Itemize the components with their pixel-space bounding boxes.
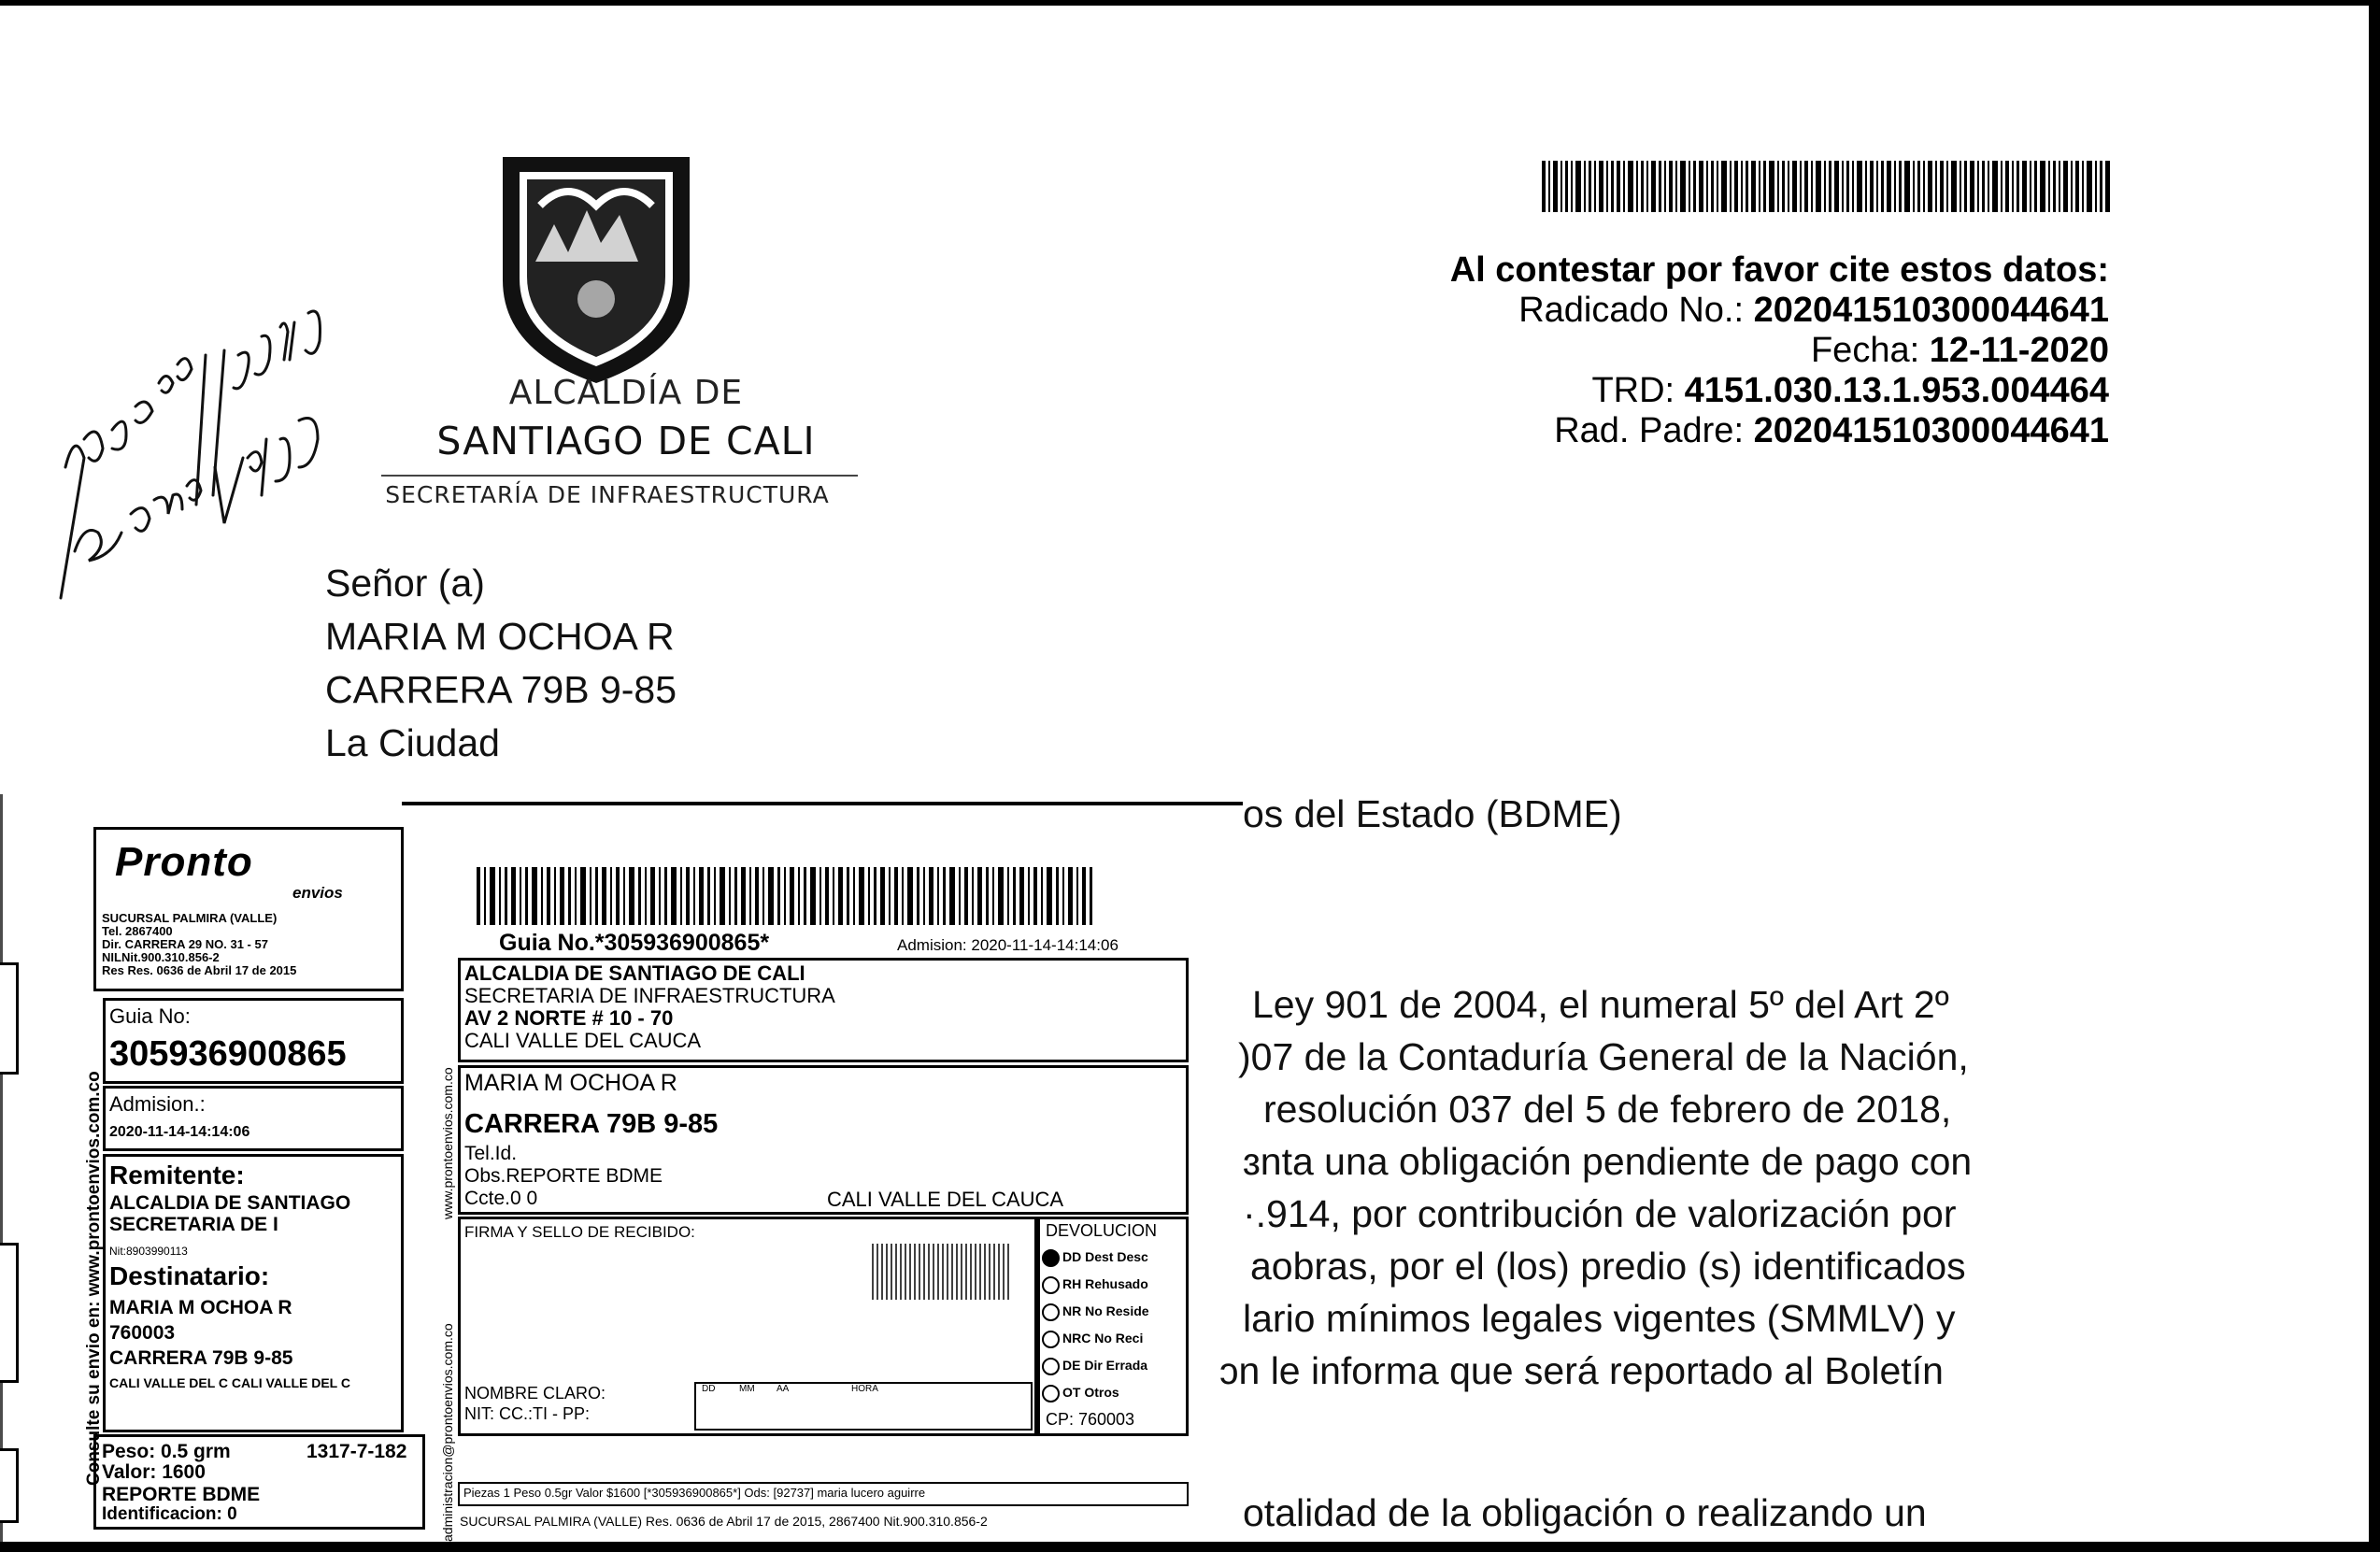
branch-line: SUCURSAL PALMIRA (VALLE) xyxy=(102,911,278,925)
guia-label: Guia No: xyxy=(109,1004,191,1028)
destinatario-line: 760003 xyxy=(109,1322,176,1344)
admision-value: 2020-11-14-14:14:06 xyxy=(109,1124,250,1140)
aa-label: AA xyxy=(777,1384,790,1394)
body-line: ·.914, por contribución de valorización por xyxy=(1243,1192,1957,1235)
fecha-value: 12-11-2020 xyxy=(1929,331,2109,370)
destinatario-city: CALI VALLE DEL C CALI VALLE DEL C xyxy=(109,1375,350,1390)
body-line: ɔn le informa que será reportado al Boletín xyxy=(1219,1349,1944,1392)
branch-info xyxy=(102,912,296,977)
rad-padre-value: 202041510300044641 xyxy=(1753,411,2109,450)
recipient-name: MARIA M OCHOA R xyxy=(325,615,675,658)
hora-label: HORA xyxy=(851,1384,878,1394)
dest-address: CARRERA 79B 9-85 xyxy=(464,1109,719,1139)
side-url: Consulte su envio en: www.prontoenvios.com.co xyxy=(84,1071,104,1486)
remitente-nit: Nit:8903990113 xyxy=(109,1245,188,1258)
courier-label xyxy=(0,794,1205,1552)
label-edge-left xyxy=(0,794,3,1542)
piezas-line: Piezas 1 Peso 0.5gr Valor $1600 [*305936900865*] Ods: [92737] maria lucero aguirre xyxy=(463,1486,926,1500)
side-url-2: www.prontoenvios.com.co xyxy=(440,1067,455,1219)
devolucion-option-label: RH Rehusado xyxy=(1062,1276,1148,1291)
radio-icon[interactable] xyxy=(1042,1249,1060,1267)
sender-box xyxy=(458,958,1189,1062)
devolucion-title: DEVOLUCION xyxy=(1046,1221,1158,1240)
destinatario-line: MARIA M OCHOA R xyxy=(109,1297,292,1318)
valor-value: 1600 xyxy=(162,1461,206,1483)
peso-value: 0.5 grm xyxy=(161,1441,231,1462)
remitente-block xyxy=(109,1192,350,1235)
scan-edge-right xyxy=(2369,0,2380,1552)
recipient-city: La Ciudad xyxy=(325,721,500,764)
destination-box xyxy=(458,1065,1189,1215)
barcode xyxy=(1542,161,2112,212)
dest-name: MARIA M OCHOA R xyxy=(464,1070,677,1096)
subject-line: os del Estado (BDME) xyxy=(1243,792,1622,835)
rad-padre-label: Rad. Padre: xyxy=(1554,411,1745,450)
devolucion-option[interactable] xyxy=(1042,1325,1149,1352)
devolucion-option-label: NRC No Reci xyxy=(1062,1331,1144,1346)
radio-icon[interactable] xyxy=(1042,1358,1060,1375)
nombre-claro-label: NOMBRE CLARO: xyxy=(464,1384,606,1402)
destinatario-block xyxy=(109,1295,292,1371)
fecha-label: Fecha: xyxy=(1810,331,1920,370)
radio-icon[interactable] xyxy=(1042,1331,1060,1348)
org-name-line1: ALCALDÍA DE xyxy=(508,374,744,412)
label-tab xyxy=(0,1243,19,1383)
body-line: )07 de la Contaduría General de la Nación, xyxy=(1238,1035,1969,1078)
citation-block xyxy=(1450,250,2109,451)
devolucion-options xyxy=(1042,1244,1149,1406)
destinatario-line: CARRERA 79B 9-85 xyxy=(109,1347,293,1369)
nit-label: NIT: CC.:TI - PP: xyxy=(464,1404,591,1423)
sender-line: SECRETARIA DE INFRAESTRUCTURA xyxy=(464,984,835,1007)
devolucion-box xyxy=(1037,1217,1189,1436)
branch-line: Dir. CARRERA 29 NO. 31 - 57 xyxy=(102,937,268,951)
branch-line: Tel. 2867400 xyxy=(102,924,173,938)
sender-block xyxy=(464,962,835,1052)
devolucion-option[interactable] xyxy=(1042,1379,1149,1406)
body-line: aobras, por el (los) predio (s) identificados xyxy=(1250,1245,1966,1288)
sender-line: CALI VALLE DEL CAUCA xyxy=(464,1029,702,1052)
stamp-mark xyxy=(872,1244,1012,1300)
label-tab xyxy=(0,962,19,1075)
pronto-logo-sub: envios xyxy=(292,884,343,902)
peso-box xyxy=(93,1434,425,1530)
body-line: lario mínimos legales vigentes (SMMLV) y xyxy=(1243,1297,1956,1340)
recipient-address: CARRERA 79B 9-85 xyxy=(325,668,677,711)
admision-box xyxy=(103,1086,404,1151)
ref-code: 1317-7-182 xyxy=(306,1441,407,1462)
barcode xyxy=(477,867,1093,925)
devolucion-option-label: DD Dest Desc xyxy=(1062,1249,1148,1264)
body-line: resolución 037 del 5 de febrero de 2018, xyxy=(1263,1088,1952,1131)
sender-line: ALCALDIA DE SANTIAGO DE CALI xyxy=(464,961,805,985)
admision-label: Admision.: xyxy=(109,1092,206,1116)
dd-label: DD xyxy=(702,1384,716,1394)
label-tab xyxy=(0,1448,19,1523)
devolucion-option-label: DE Dir Errada xyxy=(1062,1358,1148,1373)
guia-number: 305936900865 xyxy=(109,1034,347,1074)
branch-line: NILNit.900.310.856-2 xyxy=(102,950,220,964)
side-email: administracion@prontoenvios.com.co xyxy=(440,1323,455,1542)
devolucion-option[interactable] xyxy=(1042,1244,1149,1271)
sender-line: AV 2 NORTE # 10 - 70 xyxy=(464,1006,674,1030)
guia-box xyxy=(103,998,404,1084)
org-department: SECRETARÍA DE INFRAESTRUCTURA xyxy=(385,481,830,508)
radio-icon[interactable] xyxy=(1042,1385,1060,1402)
reporte-text: REPORTE BDME xyxy=(102,1484,261,1505)
radicado-label: Radicado No.: xyxy=(1518,291,1745,330)
devolucion-option[interactable] xyxy=(1042,1271,1149,1298)
scan-edge xyxy=(0,0,2380,2)
trd-value: 4151.030.13.1.953.004464 xyxy=(1684,371,2109,410)
trd-label: TRD: xyxy=(1591,371,1675,410)
label-footer: SUCURSAL PALMIRA (VALLE) Res. 0636 de Abril 17 de 2015, 2867400 Nit.900.310.856-2 xyxy=(460,1514,988,1529)
brand-box xyxy=(93,827,404,991)
admision-header: Admision: 2020-11-14-14:14:06 xyxy=(897,936,1119,954)
body-line: Ley 901 de 2004, el numeral 5º del Art 2º xyxy=(1252,983,1949,1026)
parties-box xyxy=(103,1154,404,1432)
devolucion-option-label: NR No Reside xyxy=(1062,1303,1149,1318)
recipient-salutation: Señor (a) xyxy=(325,562,485,605)
devolucion-option-label: OT Otros xyxy=(1062,1385,1119,1400)
coat-of-arms-logo xyxy=(493,150,699,388)
recipient-block xyxy=(325,557,677,770)
firma-label: FIRMA Y SELLO DE RECIBIDO: xyxy=(464,1223,695,1241)
date-box xyxy=(694,1382,1033,1431)
valor-label: Valor: xyxy=(102,1461,157,1483)
pronto-logo: Pronto xyxy=(115,839,253,885)
dest-extra xyxy=(464,1143,663,1210)
remitente-label: Remitente: xyxy=(109,1160,245,1189)
dest-tel: Tel.Id. xyxy=(464,1143,518,1164)
peso-label: Peso: xyxy=(102,1441,156,1462)
devolucion-option[interactable] xyxy=(1042,1298,1149,1325)
citation-heading: Al contestar por favor cite estos datos: xyxy=(1449,250,2109,290)
guia-header: Guia No.*305936900865* xyxy=(499,930,770,956)
dest-city: CALI VALLE DEL CAUCA xyxy=(827,1188,1064,1211)
valor-line xyxy=(102,1461,206,1484)
radicado-value: 202041510300044641 xyxy=(1753,291,2109,330)
org-name-line2: SANTIAGO DE CALI xyxy=(436,419,816,463)
signature-box xyxy=(458,1217,1037,1436)
remitente-line: SECRETARIA DE I xyxy=(109,1214,278,1235)
label-edge xyxy=(402,802,1243,805)
body-line: otalidad de la obligación o realizando un xyxy=(1243,1491,1927,1534)
dest-ccte: Ccte.0 0 xyxy=(464,1188,538,1209)
piezas-box xyxy=(458,1482,1189,1506)
mm-label: MM xyxy=(739,1384,755,1394)
remitente-line: ALCALDIA DE SANTIAGO xyxy=(109,1192,351,1214)
radio-icon[interactable] xyxy=(1042,1276,1060,1294)
destinatario-label: Destinatario: xyxy=(109,1261,270,1290)
body-line: ɜnta una obligación pendiente de pago con xyxy=(1243,1140,1973,1183)
peso-line xyxy=(102,1441,231,1463)
dest-obs: Obs.REPORTE BDME xyxy=(464,1165,663,1187)
cp-value: CP: 760003 xyxy=(1046,1410,1135,1429)
devolucion-option[interactable] xyxy=(1042,1352,1149,1379)
identificacion-text: Identificacion: 0 xyxy=(102,1504,237,1524)
radio-icon[interactable] xyxy=(1042,1303,1060,1321)
branch-line: Res Res. 0636 de Abril 17 de 2015 xyxy=(102,963,297,977)
